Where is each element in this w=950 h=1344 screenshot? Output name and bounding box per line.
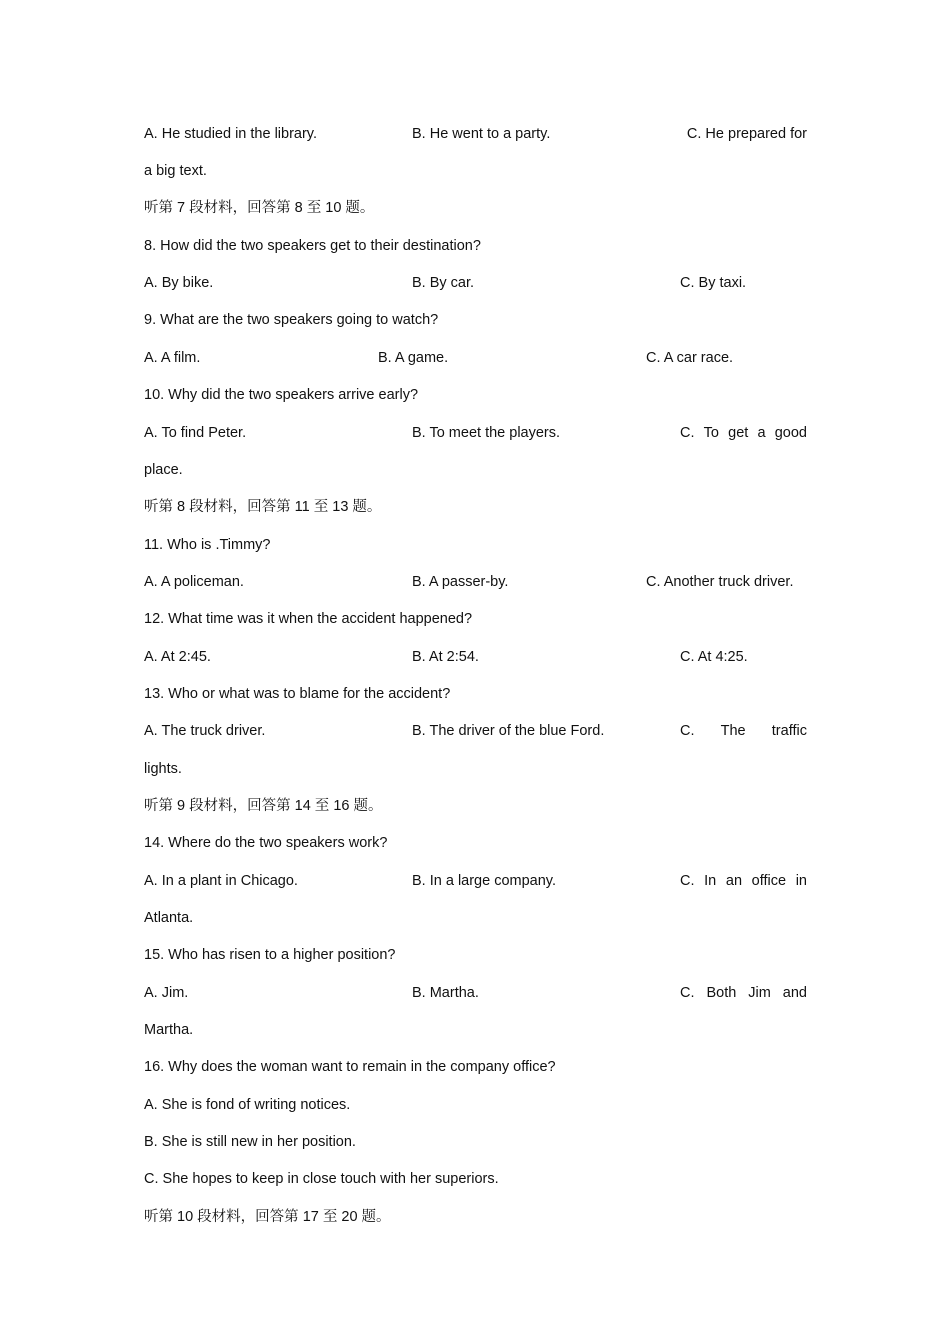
q8-options [144, 272, 807, 294]
section-10-heading: 听第 10 段材料，回答第 17 至 20 题。 [144, 1209, 391, 1225]
q14-option-a: A. In a plant in Chicago. [144, 873, 298, 889]
q11-option-c: C. Another truck driver. [646, 574, 794, 590]
section-8-heading: 听第 8 段材料，回答第 11 至 13 题。 [144, 499, 382, 515]
q16-stem: 16. Why does the woman want to remain in the company office? [144, 1059, 556, 1075]
q10-option-a: A. To find Peter. [144, 425, 247, 441]
word: Jim [748, 985, 771, 1001]
word: traffic [771, 723, 807, 739]
word: C. [680, 425, 695, 441]
q15-options [144, 982, 807, 1004]
q10-stem: 10. Why did the two speakers arrive early? [144, 387, 419, 403]
q10-option-c-wrap: place. [144, 462, 183, 478]
q8-stem: 8. How did the two speakers get to their destination? [144, 238, 481, 254]
q11-stem: 11. Who is .Timmy? [144, 537, 271, 553]
q7-option-c-wrap: a big text. [144, 163, 207, 179]
q10-option-c [680, 422, 807, 444]
q9-option-c: C. A car race. [646, 350, 734, 366]
q8-option-a: A. By bike. [144, 275, 214, 291]
q12-stem: 12. What time was it when the accident happened? [144, 611, 473, 627]
q10-option-b: B. To meet the players. [412, 425, 561, 441]
q11-option-b: B. A passer-by. [412, 574, 509, 590]
q7-options [144, 123, 807, 145]
q14-option-c-wrap: Atlanta. [144, 910, 194, 926]
q16-option-c: C. She hopes to keep in close touch with her superiors. [144, 1171, 499, 1187]
q12-option-b: B. At 2:54. [412, 649, 479, 665]
word: and [782, 985, 807, 1001]
q10-options [144, 422, 807, 444]
q15-option-a: A. Jim. [144, 985, 189, 1001]
q14-options [144, 870, 807, 892]
q15-option-b: B. Martha. [412, 985, 479, 1001]
q9-option-b: B. A game. [378, 350, 449, 366]
q12-option-c: C. At 4:25. [680, 649, 748, 665]
q7-option-c: C. He prepared for [686, 126, 807, 142]
section-7-heading: 听第 7 段材料，回答第 8 至 10 题。 [144, 200, 375, 216]
word: get [728, 425, 749, 441]
q11-option-a: A. A policeman. [144, 574, 244, 590]
q16-option-b: B. She is still new in her position. [144, 1134, 356, 1150]
q15-option-c-wrap: Martha. [144, 1022, 194, 1038]
q15-stem: 15. Who has risen to a higher position? [144, 947, 396, 963]
q13-option-a: A. The truck driver. [144, 723, 266, 739]
q7-option-a: A. He studied in the library. [144, 126, 318, 142]
q9-option-a: A. A film. [144, 350, 201, 366]
q13-option-c-wrap: lights. [144, 761, 182, 777]
q11-options [144, 571, 807, 593]
q7-option-b: B. He went to a party. [412, 126, 551, 142]
word: To [703, 425, 719, 441]
q15-option-c [680, 982, 807, 1004]
word: C. [680, 873, 695, 889]
q9-options [144, 347, 807, 369]
q13-option-c [680, 720, 807, 742]
q12-options [144, 646, 807, 668]
q8-option-b: B. By car. [412, 275, 475, 291]
q14-option-c [680, 870, 807, 892]
word: in [795, 873, 807, 889]
q8-option-c: C. By taxi. [680, 275, 747, 291]
word: a [757, 425, 766, 441]
q13-stem: 13. Who or what was to blame for the accident? [144, 686, 451, 702]
q13-option-b: B. The driver of the blue Ford. [412, 723, 605, 739]
word: C. [680, 723, 695, 739]
q13-options [144, 720, 807, 742]
q16-option-a: A. She is fond of writing notices. [144, 1097, 351, 1113]
section-9-heading: 听第 9 段材料，回答第 14 至 16 题。 [144, 798, 383, 814]
q14-option-b: B. In a large company. [412, 873, 557, 889]
word: office [751, 873, 787, 889]
word: C. [680, 985, 695, 1001]
q12-option-a: A. At 2:45. [144, 649, 211, 665]
q14-stem: 14. Where do the two speakers work? [144, 835, 388, 851]
word: Both [706, 985, 737, 1001]
word: In [704, 873, 717, 889]
word: The [720, 723, 746, 739]
q9-stem: 9. What are the two speakers going to watch? [144, 312, 439, 328]
word: good [774, 425, 807, 441]
word: an [725, 873, 743, 889]
